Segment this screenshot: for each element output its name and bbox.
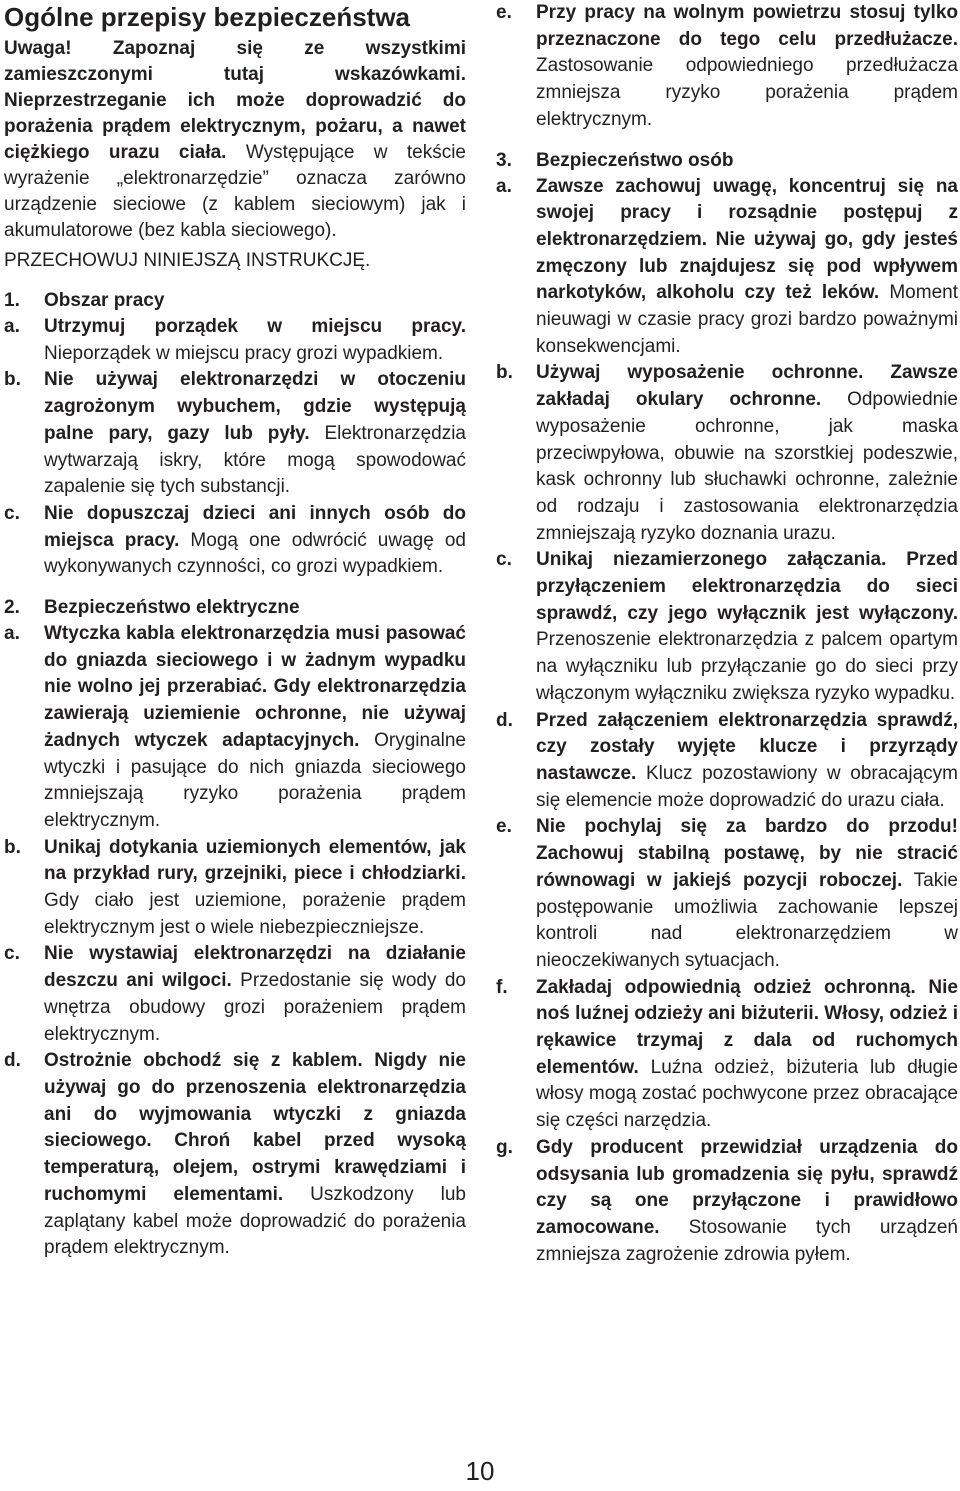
list-item <box>4 501 466 581</box>
item-text: Uszkodzony lub zaplątany kabel może doprowadzić do porażenia prądem elektrycznym. <box>44 1183 466 1259</box>
left-column <box>4 0 466 1262</box>
item-body <box>44 367 466 501</box>
item-text: Luźna odzież, biżuteria lub długie włosy mogą zostać pochwycone przez obracające się części narzędzia. <box>536 1056 958 1132</box>
item-lead: Unikaj niezamierzonego załączania. Przed przyłączeniem elektronarzędzia do sieci sprawdź, czy jego wyłącznik jest wyłączony. <box>536 549 958 624</box>
item-text: Oryginalne wtyczki i pasujące do nich gniazda sieciowego zmniejszają ryzyko porażenia prądem elektrycznym. <box>44 729 466 831</box>
item-marker: g. <box>496 1136 513 1158</box>
item-marker: b. <box>4 836 21 858</box>
keep-instructions-text: PRZECHOWUJ NINIEJSZĄ INSTRUKCJĘ. <box>4 250 371 271</box>
list-item <box>4 367 466 501</box>
section-heading-electrical-safety <box>4 595 466 621</box>
item-lead: Nie dopuszczaj dzieci ani innych osób do miejsca pracy. <box>44 502 466 551</box>
item-body <box>536 0 958 134</box>
item-marker: b. <box>4 369 21 391</box>
section-number: 3. <box>496 149 512 171</box>
item-lead: Zawsze zachowuj uwagę, koncentruj się na swojej pracy i rozsądnie postępuj z elektronarzędziem. Nie używaj go, gdy jesteś zmęczony lub znajdujesz się pod wpływem narkotyków, alkoholu czy też leków. <box>536 175 958 304</box>
item-marker: b. <box>496 362 513 384</box>
section-heading-work-area <box>4 288 466 314</box>
item-lead: Zakładaj odpowiednią odzież ochronną. Nie noś luźnej odzieży ani biżuterii. Włosy, odzież i rękawice trzymaj z dala od ruchomych elementów. <box>536 976 958 1078</box>
item-marker: c. <box>4 502 20 524</box>
list-item <box>496 547 958 707</box>
list-item <box>496 708 958 815</box>
list-item <box>496 360 958 547</box>
item-marker: d. <box>496 709 513 731</box>
section-number: 2. <box>4 597 20 619</box>
section-title: Obszar pracy <box>44 290 165 311</box>
item-marker: a. <box>4 623 20 645</box>
item-body <box>44 1048 466 1262</box>
item-marker: c. <box>4 943 20 965</box>
item-marker: a. <box>4 316 20 337</box>
item-text: Zastosowanie odpowiedniego przedłużacza zmniejsza ryzyko porażenia prądem elektrycznym. <box>536 55 958 130</box>
item-marker: d. <box>4 1050 21 1072</box>
item-text: Klucz pozostawiony w obracającym się elemencie może doprowadzić do urazu ciała. <box>536 762 958 811</box>
intro-definition: Występujące w tekście wyrażenie „elektronarzędzie” oznacza zarówno urządzenie sieciowe (z kablem sieciowym) jak i akumulatorowe (bez kabla sieciowego). <box>4 142 466 241</box>
list-item <box>4 621 466 835</box>
item-lead: Utrzymuj porządek w miejscu pracy. <box>44 316 466 337</box>
item-marker: e. <box>496 2 512 23</box>
item-body <box>536 174 958 361</box>
item-text: Gdy ciało jest uziemione, porażenie prądem elektrycznym jest o wiele niebezpieczniejsze. <box>44 890 466 938</box>
item-body <box>536 814 958 974</box>
item-body <box>44 941 466 1048</box>
right-column <box>496 0 958 1268</box>
list-item <box>4 835 466 942</box>
intro-keep-instructions <box>4 248 466 274</box>
item-body <box>536 360 958 547</box>
list-item <box>496 1135 958 1269</box>
item-lead: Przy pracy na wolnym powietrzu stosuj tylko przeznaczone do tego celu przedłużacze. <box>536 2 958 50</box>
section-title: Bezpieczeństwo elektryczne <box>44 597 300 619</box>
item-lead: Używaj wyposażenie ochronne. Zawsze zakładaj okulary ochronne. <box>536 362 958 411</box>
item-body <box>44 621 466 835</box>
item-lead: Gdy producent przewidział urządzenia do odsysania lub gromadzenia się pyłu, sprawdź czy są one przyłączone i prawidłowo zamocowane. <box>536 1136 958 1238</box>
section-number: 1. <box>4 290 20 311</box>
item-marker: e. <box>496 816 512 838</box>
item-lead: Nie używaj elektronarzędzi w otoczeniu zagrożonym wybuchem, gdzie występują palne pary, gazy lub pyły. <box>44 369 466 444</box>
item-body <box>44 501 466 581</box>
item-text: Elektronarzędzia wytwarzają iskry, które mogą spowodować zapalenie się tych substancji. <box>44 422 466 498</box>
item-text: Mogą one odwrócić uwagę od wykonywanych czynności, co grozi wypadkiem. <box>44 529 466 578</box>
item-body <box>536 975 958 1135</box>
item-marker: a. <box>496 175 512 197</box>
section-heading-personal-safety <box>496 148 958 174</box>
list-item <box>4 1048 466 1262</box>
page-number: 10 <box>465 1456 495 1486</box>
list-item <box>4 314 466 367</box>
list-item <box>496 0 958 134</box>
section-title: Bezpieczeństwo osób <box>536 149 734 171</box>
list-item <box>496 975 958 1135</box>
item-text: Takie postępowanie umożliwia zachowanie lepszej kontroli nad elektronarzędziem w nieoczekiwanych sytuacjach. <box>536 869 958 971</box>
intro-warning: Uwaga! Zapoznaj się ze wszystkimi zamieszczonymi tutaj wskazówkami. Nieprzestrzeganie ich może doprowadzić do porażenia prądem elektrycznym, pożaru, a nawet ciężkiego urazu ciała. <box>4 38 466 163</box>
item-body <box>536 708 958 815</box>
item-lead: Nie pochylaj się za bardzo do przodu! Zachowuj stabilną postawę, by nie stracić równowagi w jakiejś pozycji roboczej. <box>536 816 958 891</box>
item-body <box>44 835 466 942</box>
item-text: Przedostanie się wody do wnętrza obudowy grozi porażeniem prądem elektrycznym. <box>44 970 466 1045</box>
list-item <box>4 941 466 1048</box>
item-body <box>44 314 466 367</box>
item-text: Odpowiednie wyposażenie ochronne, jak maska przeciwpyłowa, obuwie na szorstkiej podeszwie, kask ochronny lub słuchawki ochronne, zależnie od rodzaju i zastosowania elektronarzędzia zmniejszają ryzyko doznania urazu. <box>536 389 958 544</box>
item-body <box>536 547 958 707</box>
item-lead: Nie wystawiaj elektronarzędzi na działanie deszczu ani wilgoci. <box>44 943 466 992</box>
item-text: Nieporządek w miejscu pracy grozi wypadkiem. <box>44 342 444 364</box>
item-text: Stosowanie tych urządzeń zmniejsza zagrożenie zdrowia pyłem. <box>536 1216 958 1265</box>
item-lead: Przed załączeniem elektronarzędzia sprawdź, czy zostały wyjęte klucze i przyrządy nastawcze. <box>536 709 958 784</box>
item-lead: Wtyczka kabla elektronarzędzia musi pasować do gniazda sieciowego i w żadnym wypadku nie wolno jej przerabiać. Gdy elektronarzędzia zawierają uziemienie ochronne, nie używaj żadnych wtyczek adaptacyjnych. <box>44 623 466 751</box>
page-title: Ogólne przepisy bezpieczeństwa <box>4 2 410 32</box>
item-text: Moment nieuwagi w czasie pracy grozi bardzo poważnymi konsekwencjami. <box>536 282 958 357</box>
item-text: Przenoszenie elektronarzędzia z palcem opartym na wyłączniku lub przyłączanie go do sieci przy włączonym wyłączniku zwiększa ryzyko wypadku. <box>536 629 958 704</box>
item-marker: f. <box>496 976 508 998</box>
list-item <box>496 814 958 974</box>
intro-paragraph <box>4 36 466 244</box>
item-lead: Unikaj dotykania uziemionych elementów, jak na przykład rury, grzejniki, piece i chłodziarki. <box>44 836 466 885</box>
list-item <box>496 174 958 361</box>
item-marker: c. <box>496 549 512 571</box>
item-lead: Ostrożnie obchodź się z kablem. Nigdy nie używaj go do przenoszenia elektronarzędzia ani do wyjmowania wtyczki z gniazda sieciowego. Chroń kabel przed wysoką temperaturą, olejem, ostrymi krawędziami i ruchomymi elementami. <box>44 1050 466 1205</box>
item-body <box>536 1135 958 1269</box>
